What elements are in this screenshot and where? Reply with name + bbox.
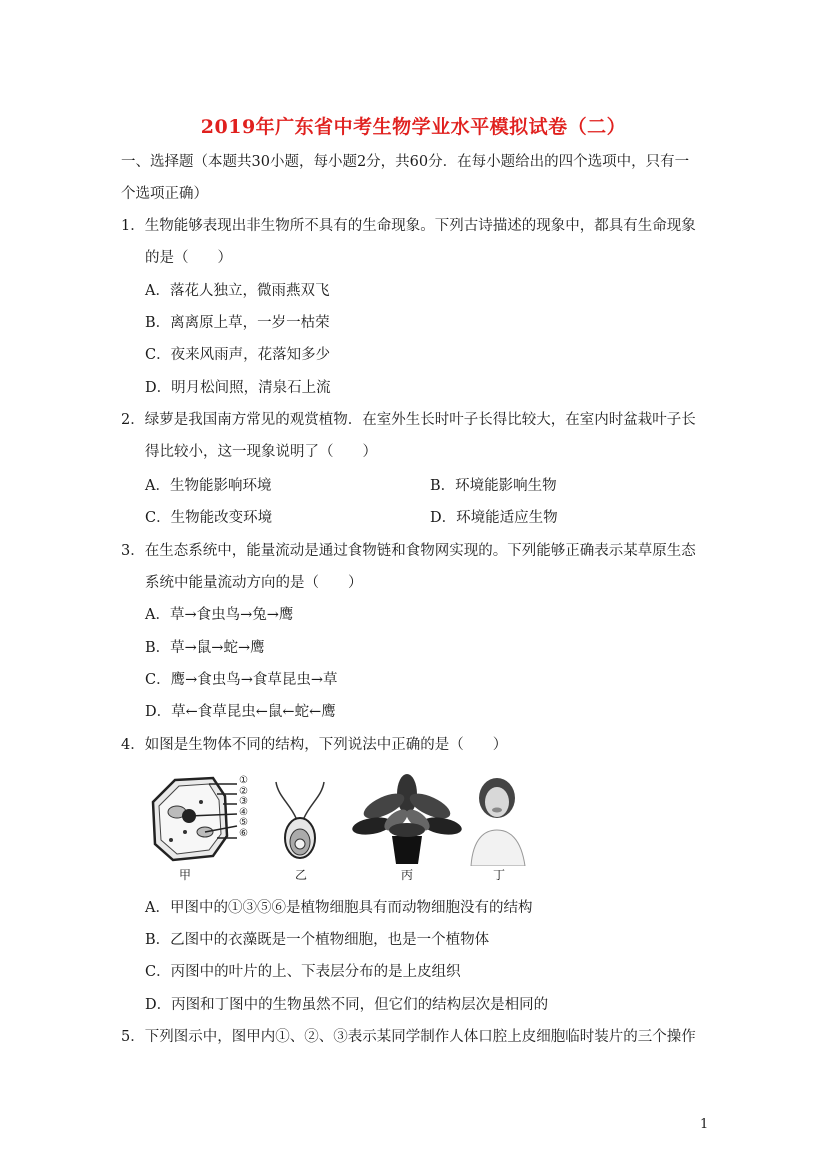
question-2-option-b: B．环境能影响生物 — [430, 478, 557, 494]
question-4-option-a: A．甲图中的①③⑤⑥是植物细胞具有而动物细胞没有的结构 — [145, 900, 533, 916]
cell-marker-4: ④ — [239, 806, 248, 818]
question-2-option-a: A．生物能影响环境 — [145, 478, 272, 494]
page-title: 2019年广东省中考生物学业水平模拟试卷（二） — [200, 116, 627, 138]
question-3-stem-2: 系统中能量流动方向的是（ ） — [145, 575, 363, 591]
question-1-option-a: A．落花人独立，微雨燕双飞 — [145, 283, 330, 299]
question-2-stem-1: 2．绿萝是我国南方常见的观赏植物．在室外生长时叶子长得比较大，在室内时盆栽叶子长 — [121, 412, 696, 428]
question-1-option-d: D．明月松间照，清泉石上流 — [145, 380, 331, 396]
chlamydomonas-diagram — [270, 774, 330, 866]
cell-marker-2: ② — [239, 785, 248, 797]
question-3-option-d: D．草←食草昆虫←鼠←蛇←鹰 — [145, 704, 336, 720]
question-4-option-c: C．丙图中的叶片的上、下表层分布的是上皮组织 — [145, 964, 461, 980]
cell-marker-1: ① — [239, 775, 248, 786]
figure-label-jia: 甲 — [179, 868, 192, 882]
cell-marker-3: ③ — [239, 796, 248, 807]
potted-plant-image — [352, 774, 462, 866]
question-3-option-c: C．鹰→食虫鸟→食草昆虫→草 — [145, 672, 338, 688]
question-1-stem-2: 的是（ ） — [145, 250, 232, 266]
question-3-stem-1: 3．在生态系统中，能量流动是通过食物链和食物网实现的。下列能够正确表示某草原生态 — [121, 543, 696, 559]
question-1-option-c: C．夜来风雨声，花落知多少 — [145, 347, 331, 363]
question-3-option-b: B．草→鼠→蛇→鹰 — [145, 640, 265, 656]
question-4-figure — [145, 774, 545, 884]
question-3-option-a: A．草→食虫鸟→兔→鹰 — [145, 607, 294, 623]
question-4-option-b: B．乙图中的衣藻既是一个植物细胞，也是一个植物体 — [145, 932, 490, 948]
cell-marker-5: ⑤ — [239, 817, 248, 828]
section-heading-line-2: 个选项正确） — [121, 186, 208, 202]
question-4-stem-1: 4．如图是生物体不同的结构，下列说法中正确的是（ ） — [121, 737, 508, 753]
cell-marker-6: ⑥ — [239, 827, 248, 839]
person-image — [463, 774, 533, 866]
question-2-option-d: D．环境能适应生物 — [430, 510, 558, 526]
figure-label-bing: 丙 — [401, 868, 414, 882]
figure-label-yi: 乙 — [295, 868, 308, 882]
question-2-stem-2: 得比较小，这一现象说明了（ ） — [145, 444, 377, 460]
question-2-option-c: C．生物能改变环境 — [145, 510, 273, 526]
question-1-option-b: B．离离原上草，一岁一枯荣 — [145, 315, 330, 331]
question-1-stem-1: 1．生物能够表现出非生物所不具有的生命现象。下列古诗描述的现象中，都具有生命现象 — [121, 218, 696, 234]
question-5-stem-1: 5．下列图示中，图甲内①、②、③表示某同学制作人体口腔上皮细胞临时装片的三个操作 — [121, 1029, 696, 1045]
section-heading-line-1: 一、选择题（本题共30小题，每小题2分，共60分．在每小题给出的四个选项中，只有一 — [121, 154, 690, 170]
figure-label-ding: 丁 — [493, 868, 506, 882]
page-number: 1 — [700, 1117, 709, 1132]
question-4-option-d: D．丙图和丁图中的生物虽然不同，但它们的结构层次是相同的 — [145, 997, 549, 1013]
cell-marker-labels — [239, 776, 248, 839]
